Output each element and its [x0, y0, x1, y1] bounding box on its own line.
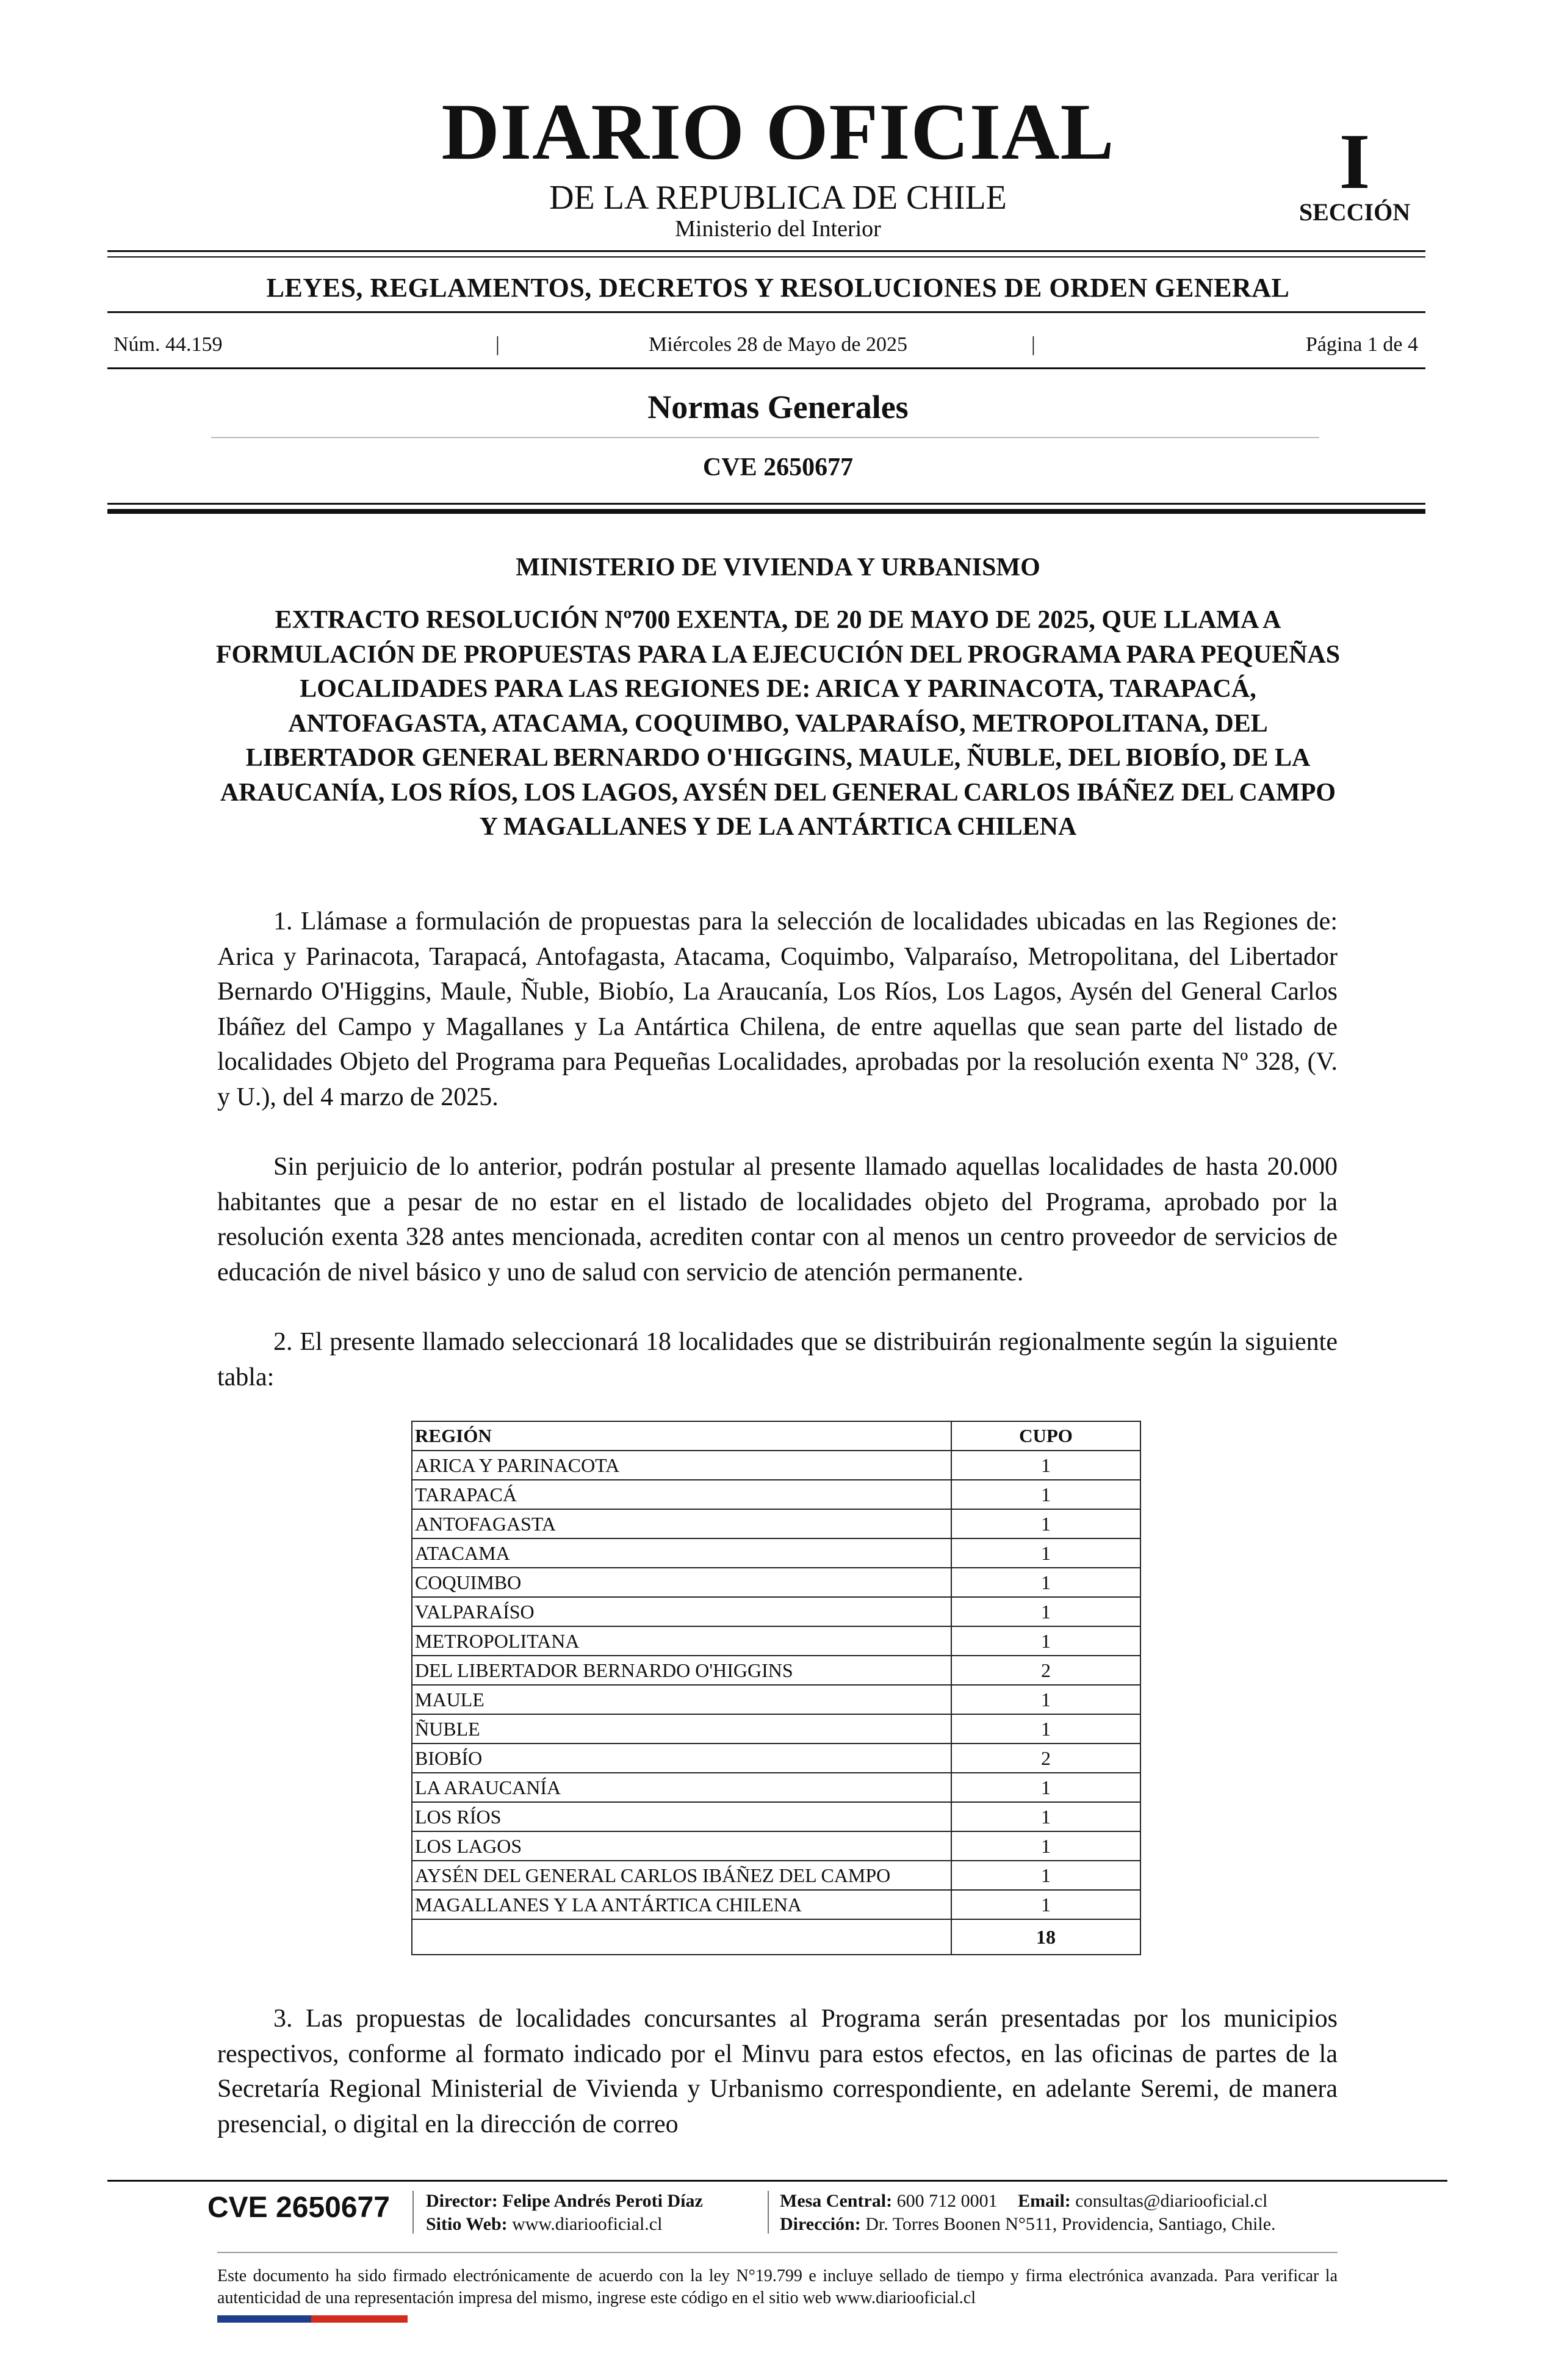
region-cell: DEL LIBERTADOR BERNARDO O'HIGGINS: [412, 1656, 951, 1685]
table-row: [412, 1744, 1140, 1773]
paragraph: 2. El presente llamado seleccionará 18 localidades que se distribuirán regionalmente según la siguiente tabla:: [217, 1328, 1338, 1391]
region-cell: ARICA Y PARINACOTA: [412, 1451, 951, 1480]
cupo-cell: 1: [951, 1480, 1140, 1509]
cupo-cell: 1: [951, 1773, 1140, 1802]
region-quota-table: [411, 1421, 1141, 1955]
region-cell: ATACAMA: [412, 1538, 951, 1568]
issue-separator: |: [495, 333, 500, 356]
ministry-heading: MINISTERIO DE VIVIENDA Y URBANISMO: [516, 554, 1040, 582]
table-row: [412, 1480, 1140, 1509]
flag-stripe-red: [311, 2315, 408, 2323]
table-header-row: [412, 1421, 1140, 1451]
section-number: I: [1339, 118, 1371, 206]
footer-separator: [768, 2191, 769, 2234]
rule-divider: [211, 437, 1319, 438]
region-cell: AYSÉN DEL GENERAL CARLOS IBÁÑEZ DEL CAMPO: [412, 1861, 951, 1890]
masthead-title: DIARIO OFICIAL: [441, 87, 1115, 176]
table-row: [412, 1685, 1140, 1714]
cupo-cell: 1: [951, 1597, 1140, 1626]
cupo-cell: 1: [951, 1831, 1140, 1861]
footer-legal-notice: Este documento ha sido firmado electrónicamente de acuerdo con la ley N°19.799 e incluye sellado de tiempo y firma electrónica avanzada. Para verificar la autenticidad de una representación impresa del mismo, ingrese este código en el sitio web www.diariooficial.cl: [217, 2266, 1338, 2307]
region-cell: METROPOLITANA: [412, 1626, 951, 1656]
cupo-cell: 1: [951, 1714, 1140, 1744]
cupo-cell: 1: [951, 1861, 1140, 1890]
footer-website: [426, 2213, 662, 2236]
document-title: EXTRACTO RESOLUCIÓN Nº700 EXENTA, DE 20 DE MAYO DE 2025, QUE LLAMA A FORMULACIÓN DE PROPUESTAS PARA LA EJECUCIÓN DEL PROGRAMA PARA PEQUEÑAS LOCALIDADES PARA LAS REGIONES DE: ARICA Y PARINACOTA, TARAPACÁ, ANTOFAGASTA, ATACAMA, COQUIMBO, VALPARAÍSO, METROPOLITANA, DEL LIBERTADOR GENERAL BERNARDO O'HIGGINS, MAULE, ÑUBLE, DEL BIOBÍO, DE LA ARAUCANÍA, LOS RÍOS, LOS LAGOS, AYSÉN DEL GENERAL CARLOS IBÁÑEZ DEL CAMPO Y MAGALLANES Y DE LA ANTÁRTICA CHILENA: [215, 606, 1341, 841]
masthead-subtitle: DE LA REPUBLICA DE CHILE: [549, 179, 1007, 217]
table-row: [412, 1831, 1140, 1861]
footer-contact: [780, 2190, 1267, 2213]
rule-divider: [107, 256, 1425, 258]
director-name: Felipe Andrés Peroti Díaz: [502, 2191, 703, 2211]
total-label-cell: [412, 1919, 951, 1955]
paragraph: 1. Llámase a formulación de propuestas para la selección de localidades ubicadas en las Regiones de: Arica y Parinacota, Tarapacá, Antofagasta, Atacama, Coquimbo, Valparaíso, Metropolitana, del Libertador Bernardo O'Higgins, Maule, Ñuble, Biobío, La Araucanía, Los Ríos, Los Lagos, Aysén del General Carlos Ibáñez del Campo y Magallanes y La Antártica Chilena, de entre aquellas que sean parte del listado de localidades Objeto del Programa para Pequeñas Localidades, aprobadas por la resolución exenta Nº 328, (V. y U.), del 4 marzo de 2025.: [217, 907, 1338, 1111]
rule-divider: [107, 2180, 1447, 2182]
masthead-ministry: Ministerio del Interior: [675, 216, 881, 242]
footer-separator: [412, 2191, 414, 2234]
issue-date: Miércoles 28 de Mayo de 2025: [649, 333, 907, 356]
region-cell: LOS LAGOS: [412, 1831, 951, 1861]
footer-address: [780, 2213, 1276, 2236]
table-row: [412, 1802, 1140, 1831]
cupo-cell: 1: [951, 1538, 1140, 1568]
cve-code: CVE 2650677: [702, 453, 854, 481]
rule-divider: [107, 509, 1425, 514]
table-row: [412, 1597, 1140, 1626]
flag-stripe-blue: [217, 2315, 311, 2323]
website-label: Sitio Web:: [426, 2214, 508, 2234]
rule-divider: [107, 503, 1425, 505]
table-row: [412, 1538, 1140, 1568]
table-total-row: [412, 1919, 1140, 1955]
rule-divider: [107, 367, 1425, 369]
region-cell: ÑUBLE: [412, 1714, 951, 1744]
rule-divider: [107, 250, 1425, 252]
footer-cve-code: CVE 2650677: [207, 2191, 390, 2224]
cupo-cell: 1: [951, 1890, 1140, 1919]
phone-label: Mesa Central:: [780, 2191, 893, 2211]
table-row: [412, 1568, 1140, 1597]
section-label: SECCIÓN: [1298, 198, 1411, 226]
region-cell: BIOBÍO: [412, 1744, 951, 1773]
region-cell: COQUIMBO: [412, 1568, 951, 1597]
cupo-cell: 2: [951, 1656, 1140, 1685]
cupo-cell: 1: [951, 1451, 1140, 1480]
table-row: [412, 1714, 1140, 1744]
website-link[interactable]: www.diariooficial.cl: [512, 2214, 663, 2234]
email-link[interactable]: consultas@diariooficial.cl: [1075, 2191, 1268, 2211]
region-cell: VALPARAÍSO: [412, 1597, 951, 1626]
region-cell: MAGALLANES Y LA ANTÁRTICA CHILENA: [412, 1890, 951, 1919]
address-label: Dirección:: [780, 2214, 861, 2234]
region-cell: LA ARAUCANÍA: [412, 1773, 951, 1802]
total-cupo-cell: 18: [951, 1919, 1140, 1955]
table-row: [412, 1626, 1140, 1656]
category-heading: LEYES, REGLAMENTOS, DECRETOS Y RESOLUCIONES DE ORDEN GENERAL: [266, 273, 1290, 303]
table-row: [412, 1861, 1140, 1890]
issue-number: Núm. 44.159: [113, 333, 223, 356]
footer-director: [426, 2190, 703, 2213]
table-row: [412, 1509, 1140, 1538]
table-row: [412, 1656, 1140, 1685]
table-row: [412, 1773, 1140, 1802]
paragraph: 3. Las propuestas de localidades concursantes al Programa serán presentadas por los municipios respectivos, conforme al formato indicado por el Minvu para estos efectos, en las oficinas de partes de la Secretaría Regional Ministerial de Vivienda y Urbanismo correspondiente, en adelante Seremi, de manera presencial, o digital en la dirección de correo: [217, 2005, 1338, 2138]
cupo-cell: 1: [951, 1568, 1140, 1597]
rule-divider: [217, 2252, 1338, 2253]
email-label: Email:: [1018, 2191, 1071, 2211]
phone-number: 600 712 0001: [896, 2191, 998, 2211]
director-label: Director:: [426, 2191, 498, 2211]
region-cell: ANTOFAGASTA: [412, 1509, 951, 1538]
region-cell: MAULE: [412, 1685, 951, 1714]
cupo-cell: 1: [951, 1626, 1140, 1656]
rule-divider: [107, 311, 1425, 313]
region-cell: TARAPACÁ: [412, 1480, 951, 1509]
cupo-cell: 1: [951, 1509, 1140, 1538]
issue-separator: |: [1031, 333, 1036, 356]
section-heading: Normas Generales: [647, 389, 909, 425]
column-header-cupo: CUPO: [951, 1421, 1140, 1451]
table-row: [412, 1890, 1140, 1919]
region-cell: LOS RÍOS: [412, 1802, 951, 1831]
cupo-cell: 1: [951, 1802, 1140, 1831]
column-header-region: REGIÓN: [412, 1421, 951, 1451]
cupo-cell: 1: [951, 1685, 1140, 1714]
address-text: Dr. Torres Boonen N°511, Providencia, Santiago, Chile.: [865, 2214, 1276, 2234]
cupo-cell: 2: [951, 1744, 1140, 1773]
page-indicator: Página 1 de 4: [1305, 333, 1418, 356]
paragraph: Sin perjuicio de lo anterior, podrán postular al presente llamado aquellas localidades de hasta 20.000 habitantes que a pesar de no estar en el listado de localidades objeto del Programa, aprobado por la resolución exenta 328 antes mencionada, acrediten contar con al menos un centro proveedor de servicios de educación de nivel básico y uno de salud con servicio de atención permanente.: [217, 1153, 1338, 1286]
table-row: [412, 1451, 1140, 1480]
